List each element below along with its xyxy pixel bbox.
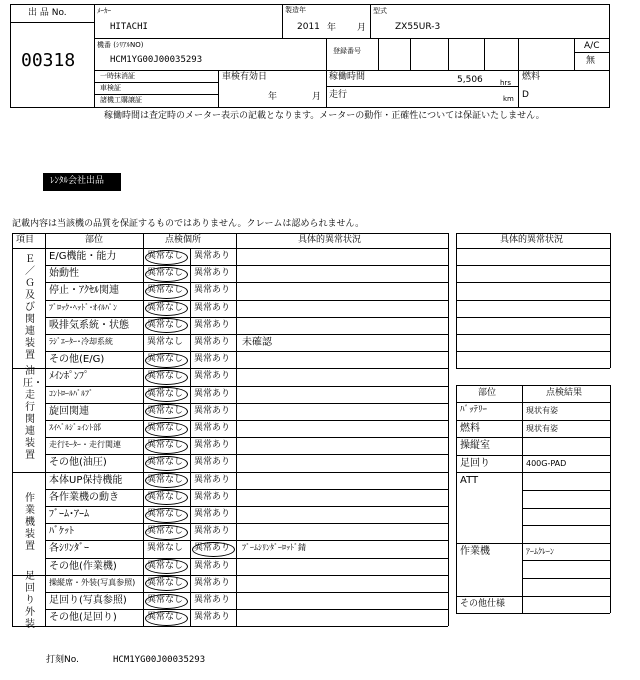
result-part: 足回り: [460, 457, 490, 469]
ac-value: 無: [586, 56, 596, 66]
hours-value: 5,506: [457, 75, 483, 85]
option-ok[interactable]: 異常なし: [147, 491, 184, 502]
option-ng[interactable]: 異常あり: [194, 354, 231, 365]
option-ok[interactable]: 異常なし: [147, 319, 184, 330]
option-ok[interactable]: 異常なし: [147, 440, 184, 451]
result-part: ATT: [460, 475, 479, 487]
rule: [45, 334, 448, 335]
option-ok[interactable]: 異常なし: [147, 268, 184, 279]
rule: [45, 523, 448, 524]
result-value: 400G-PAD: [526, 458, 567, 468]
rule: [45, 233, 46, 626]
ac-label: A/C: [584, 41, 600, 51]
group-label: 油圧・走行関連装置: [23, 366, 43, 461]
col-detail: 具体的異常状況: [298, 235, 362, 245]
part-label: 各作業機の動き: [49, 491, 119, 503]
rule: [456, 248, 610, 249]
rule: [456, 543, 610, 544]
year-label: 製造年: [285, 6, 306, 14]
stamp-value: HCM1YG00J00035293: [113, 655, 206, 665]
detail-header: 具体的異常状況: [500, 235, 564, 245]
selected-circle: [145, 370, 188, 385]
rule: [448, 233, 449, 626]
option-ok[interactable]: 異常なし: [147, 354, 184, 365]
doc-2: 車検証: [100, 84, 121, 92]
hours-note: 稼働時間は査定時のメーター表示の記載となります。メーターの動作・正確性については保証いたしません。: [104, 111, 545, 121]
part-label: ｽｲﾍﾞﾙｼﾞｮｲﾝﾄ部: [49, 423, 101, 432]
result-value: ｱｰﾑｸﾚｰﾝ: [526, 546, 554, 556]
rule: [456, 351, 610, 352]
selected-circle: [145, 353, 188, 368]
option-ok[interactable]: 異常なし: [147, 337, 184, 347]
rule: [45, 506, 448, 507]
fuel-label: 燃料: [522, 72, 541, 82]
part-label: ﾒｲﾝﾎﾟﾝﾌﾟ: [49, 371, 89, 383]
selected-circle: [145, 559, 188, 574]
rule: [143, 233, 144, 626]
rule: [45, 437, 448, 438]
rule: [45, 454, 448, 455]
stamp-label: 打刻No.: [46, 655, 79, 665]
option-ng[interactable]: 異常あり: [194, 337, 231, 347]
group-label: 足回り外装: [25, 570, 35, 630]
part-label: ﾊﾞｹｯﾄ: [49, 526, 74, 538]
selected-circle: [145, 525, 188, 540]
year-unit: 年: [327, 23, 337, 33]
result-value: 現状有姿: [526, 423, 558, 433]
hours-unit: hrs: [500, 79, 511, 87]
option-ok[interactable]: 異常なし: [147, 474, 184, 485]
rule: [456, 368, 610, 369]
serial: HCM1YG00J00035293: [110, 55, 203, 65]
option-ok[interactable]: 異常なし: [147, 423, 184, 433]
option-ok[interactable]: 異常なし: [147, 577, 184, 588]
rule: [456, 437, 610, 438]
result-part: その他仕様: [460, 598, 506, 609]
item-no: 00318: [21, 50, 76, 71]
rule: [12, 575, 448, 576]
option-ng[interactable]: 異常あり: [194, 319, 231, 330]
selected-circle: [145, 284, 188, 299]
rule: [456, 233, 610, 234]
option-ng[interactable]: 異常あり: [194, 440, 231, 451]
hours-label: 稼働時間: [329, 72, 366, 82]
model: ZX55UR-3: [395, 22, 441, 32]
option-ng[interactable]: 異常あり: [194, 491, 231, 502]
option-ok[interactable]: 異常なし: [147, 285, 184, 296]
part-label: 操縦席・外装(写真参照): [49, 577, 136, 587]
rule: [610, 233, 611, 368]
selected-circle: [145, 267, 188, 282]
selected-circle: [145, 404, 188, 419]
option-ng[interactable]: 異常あり: [194, 595, 231, 605]
rule: [522, 578, 610, 579]
rule: [45, 592, 448, 593]
rule: [456, 317, 610, 318]
selected-circle: [145, 456, 188, 471]
result-part: ﾊﾞｯﾃﾘｰ: [460, 405, 488, 415]
disclaimer: 記載内容は当該機の品質を保証するものではありません。クレームは認められません。: [12, 219, 365, 229]
option-ok[interactable]: 異常なし: [147, 251, 184, 261]
selected-circle: [145, 490, 188, 505]
fuel-value: D: [522, 90, 529, 100]
option-ng[interactable]: 異常あり: [194, 474, 231, 485]
rule: [522, 525, 610, 526]
col-part: 部位: [85, 235, 104, 245]
reg-label: 登録番号: [333, 47, 361, 55]
rule: [12, 626, 448, 627]
detail-text: ﾌﾞｰﾑｼﾘﾝﾀﾞｰﾛｯﾄﾞ錆: [242, 543, 306, 553]
part-label: その他(油圧): [49, 457, 107, 469]
part-label: 吸排気系統・状態: [49, 319, 129, 331]
rule: [12, 233, 13, 626]
result-col-part: 部位: [478, 388, 497, 398]
option-ok[interactable]: 異常なし: [147, 405, 184, 416]
rule: [45, 386, 448, 387]
option-ng[interactable]: 異常あり: [194, 612, 231, 623]
rule: [456, 300, 610, 301]
km-unit: km: [503, 95, 514, 103]
rule: [45, 300, 448, 301]
rule: [45, 265, 448, 266]
rental-badge-label: ﾚﾝﾀﾙ会社出品: [50, 176, 105, 186]
inspect-label: 車検有効日: [222, 72, 268, 82]
rule: [45, 403, 448, 404]
selected-circle: [145, 250, 188, 265]
part-label: その他(足回り): [49, 612, 117, 624]
detail-text: 未確認: [242, 337, 272, 348]
rule: [456, 472, 610, 473]
part-label: ﾌﾞｰﾑ･ｱｰﾑ: [49, 509, 89, 520]
month-unit: 月: [357, 23, 367, 33]
part-label: 停止・ｱｸｾﾙ関連: [49, 285, 119, 297]
selected-circle: [145, 422, 188, 437]
rule: [45, 540, 448, 541]
rule: [45, 609, 448, 610]
rule: [45, 420, 448, 421]
inspect-month-unit: 月: [312, 92, 322, 102]
rule: [456, 455, 610, 456]
option-ok[interactable]: 異常なし: [147, 509, 184, 519]
inspect-year-unit: 年: [268, 92, 278, 102]
rule: [522, 490, 610, 491]
rule: [522, 560, 610, 561]
doc-3: 諸機工購譲証: [100, 96, 142, 104]
option-ng[interactable]: 異常あり: [194, 526, 231, 537]
part-label: ﾗｼﾞｴｰﾀｰ･冷却系統: [49, 337, 113, 346]
rule: [456, 265, 610, 266]
selected-circle: [145, 611, 188, 626]
part-label: E/G機能・能力: [49, 251, 117, 262]
result-part: 燃料: [460, 422, 480, 434]
option-ng[interactable]: 異常あり: [194, 268, 231, 279]
rule: [456, 282, 610, 283]
selected-circle: [145, 439, 188, 454]
group-label: Ｅ／Ｇ及び関連装置: [25, 254, 35, 362]
item-no-label: 出 品 No.: [28, 8, 67, 18]
option-ok[interactable]: 異常なし: [147, 371, 184, 382]
option-ng[interactable]: 異常あり: [194, 543, 231, 554]
part-label: 本体UP保持機能: [49, 474, 123, 486]
part-label: 始動性: [49, 268, 79, 280]
result-value: 現状有姿: [526, 406, 558, 415]
selected-circle: [145, 473, 188, 488]
rule: [12, 472, 448, 473]
option-ok[interactable]: 異常なし: [147, 526, 184, 537]
option-ok[interactable]: 異常なし: [147, 457, 184, 468]
rule: [610, 385, 611, 613]
serial-label: 機番 (ｼﾘｱﾙNO): [97, 41, 144, 49]
selected-circle: [145, 594, 188, 609]
option-ng[interactable]: 異常あり: [194, 457, 231, 468]
result-part: 作業機: [460, 545, 490, 557]
part-label: ﾌﾞﾛｯｸ･ﾍｯﾄﾞ･ｵｲﾙﾊﾟﾝ: [49, 302, 117, 312]
rule: [12, 248, 448, 249]
rule: [456, 334, 610, 335]
part-label: その他(E/G): [49, 354, 105, 366]
rental-badge: [43, 173, 121, 191]
selected-circle: [192, 542, 235, 557]
option-ng[interactable]: 異常あり: [194, 388, 231, 399]
part-label: 旋回関連: [49, 405, 89, 417]
col-check: 点検個所: [165, 235, 202, 245]
option-ng[interactable]: 異常あり: [194, 302, 231, 313]
rule: [12, 368, 448, 369]
selected-circle: [145, 387, 188, 402]
selected-circle: [145, 301, 188, 316]
rule: [456, 613, 610, 614]
part-label: 各ｼﾘﾝﾀﾞｰ: [49, 543, 89, 555]
rule: [45, 351, 448, 352]
rule: [236, 233, 237, 626]
option-ng[interactable]: 異常あり: [194, 371, 231, 382]
rule: [456, 233, 457, 368]
maker-label: ﾒｰｶｰ: [97, 7, 111, 15]
model-label: 型式: [373, 7, 387, 15]
rule: [12, 233, 448, 234]
part-label: その他(作業機): [49, 560, 117, 572]
selected-circle: [145, 576, 188, 591]
rule: [45, 282, 448, 283]
result-part: 操縦室: [460, 440, 490, 452]
doc-1: 一時抹消証: [100, 72, 135, 80]
part-label: ｺﾝﾄﾛｰﾙﾊﾞﾙﾌﾞ: [49, 388, 93, 398]
rule: [45, 558, 448, 559]
option-ng[interactable]: 異常あり: [194, 285, 231, 296]
option-ok[interactable]: 異常なし: [147, 302, 184, 313]
option-ng[interactable]: 異常あり: [194, 405, 231, 416]
option-ng[interactable]: 異常あり: [194, 577, 231, 588]
rule: [522, 508, 610, 509]
option-ok[interactable]: 異常なし: [147, 612, 184, 623]
travel-label: 走行: [329, 90, 348, 100]
rule: [456, 385, 610, 386]
option-ng[interactable]: 異常あり: [194, 560, 231, 571]
group-label: 作業機装置: [25, 493, 35, 553]
rule: [456, 402, 610, 403]
option-ng[interactable]: 異常あり: [194, 423, 231, 433]
rule: [45, 489, 448, 490]
option-ok[interactable]: 異常なし: [147, 595, 184, 605]
rule: [45, 317, 448, 318]
option-ok[interactable]: 異常なし: [147, 560, 184, 571]
option-ok[interactable]: 異常なし: [147, 543, 184, 554]
selected-circle: [145, 508, 188, 523]
option-ng[interactable]: 異常あり: [194, 251, 231, 261]
year: 2011: [297, 22, 320, 32]
result-col-result: 点検結果: [546, 388, 583, 398]
rule: [456, 596, 610, 597]
option-ng[interactable]: 異常あり: [194, 509, 231, 519]
maker: HITACHI: [110, 22, 148, 32]
selected-circle: [145, 318, 188, 333]
part-label: 走行ﾓｰﾀｰ・走行関連: [49, 440, 121, 450]
rule: [456, 420, 610, 421]
col-item: 項目: [16, 235, 35, 245]
part-label: 足回り(写真参照): [49, 595, 127, 606]
option-ok[interactable]: 異常なし: [147, 388, 184, 399]
